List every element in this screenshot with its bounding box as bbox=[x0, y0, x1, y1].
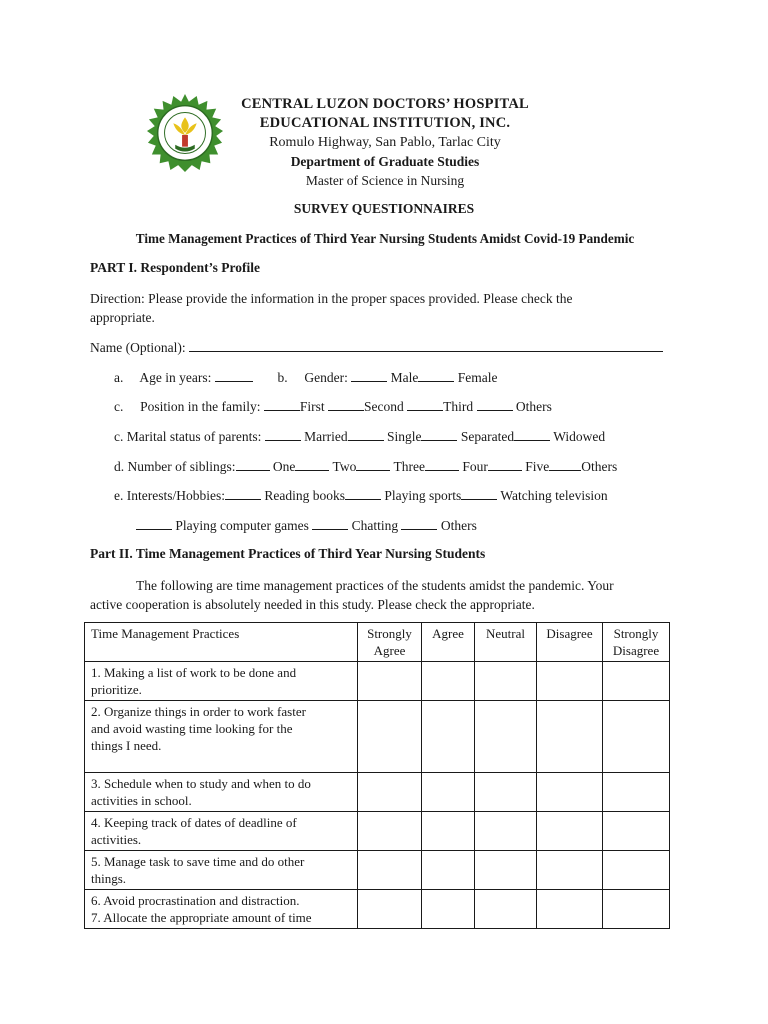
col-header-neutral: Neutral bbox=[475, 623, 537, 662]
check-cell[interactable] bbox=[603, 662, 670, 701]
table-row bbox=[85, 812, 670, 851]
check-cell[interactable] bbox=[537, 701, 603, 773]
table-row bbox=[85, 773, 670, 812]
interests-row2 bbox=[136, 517, 477, 534]
col-header-strongly-agree: Strongly Agree bbox=[358, 623, 422, 662]
check-cell[interactable] bbox=[603, 812, 670, 851]
check-cell[interactable] bbox=[537, 851, 603, 890]
interest-others-blank[interactable] bbox=[401, 517, 437, 530]
institution-name-line1: CENTRAL LUZON DOCTORS’ HOSPITAL bbox=[241, 96, 529, 112]
direction-line2: appropriate. bbox=[90, 310, 155, 325]
interest-option-chatting: Chatting bbox=[351, 518, 399, 533]
position-option-second: Second bbox=[364, 399, 404, 414]
institution-address: Romulo Highway, San Pablo, Tarlac City bbox=[269, 135, 501, 150]
page-title: SURVEY QUESTIONNAIRES bbox=[293, 201, 475, 216]
part1-heading: PART I. Respondent’s Profile bbox=[90, 260, 261, 275]
single-blank[interactable] bbox=[348, 428, 384, 441]
siblings-option-three: Three bbox=[393, 459, 425, 474]
marital-row bbox=[114, 428, 605, 445]
female-blank[interactable] bbox=[418, 369, 454, 382]
age-label: Age in years: bbox=[139, 370, 212, 385]
gender-option-male: Male bbox=[390, 370, 419, 385]
sports-blank[interactable] bbox=[345, 487, 381, 500]
department-name: Department of Graduate Studies bbox=[290, 154, 480, 169]
check-cell[interactable] bbox=[358, 890, 422, 929]
check-cell[interactable] bbox=[358, 662, 422, 701]
interest-option-television: Watching television bbox=[500, 488, 608, 503]
interest-option-reading: Reading books bbox=[264, 488, 345, 503]
check-cell[interactable] bbox=[537, 662, 603, 701]
position-option-first: First bbox=[299, 399, 325, 414]
four-blank[interactable] bbox=[425, 458, 459, 471]
male-blank[interactable] bbox=[351, 369, 387, 382]
check-cell[interactable] bbox=[603, 773, 670, 812]
institution-header bbox=[220, 95, 550, 190]
interest-option-others: Others bbox=[440, 518, 477, 533]
siblings-label: d. Number of siblings: bbox=[114, 459, 236, 474]
age-prefix: a. bbox=[114, 370, 124, 385]
name-label: Name (Optional): bbox=[90, 340, 186, 355]
check-cell[interactable] bbox=[603, 701, 670, 773]
check-cell[interactable] bbox=[475, 662, 537, 701]
program-name: Master of Science in Nursing bbox=[305, 173, 465, 188]
practice-cell: 4. Keeping track of dates of deadline of activities. bbox=[85, 812, 358, 851]
institution-seal-icon bbox=[146, 94, 224, 172]
table-row bbox=[85, 890, 670, 929]
direction-line1: Direction: Please provide the information in the proper spaces provided. Please check the bbox=[90, 291, 573, 306]
marital-label: c. Marital status of parents: bbox=[114, 429, 262, 444]
check-cell[interactable] bbox=[358, 773, 422, 812]
marital-option-married: Married bbox=[304, 429, 348, 444]
check-cell[interactable] bbox=[358, 851, 422, 890]
five-blank[interactable] bbox=[488, 458, 522, 471]
check-cell[interactable] bbox=[422, 701, 475, 773]
check-cell[interactable] bbox=[475, 890, 537, 929]
position-row bbox=[114, 398, 552, 415]
check-cell[interactable] bbox=[422, 890, 475, 929]
check-cell[interactable] bbox=[358, 812, 422, 851]
survey-subtitle: Time Management Practices of Third Year Nursing Students Amidst Covid-19 Pandemic bbox=[135, 231, 635, 246]
married-blank[interactable] bbox=[265, 428, 301, 441]
check-cell[interactable] bbox=[537, 890, 603, 929]
interest-option-sports: Playing sports bbox=[384, 488, 462, 503]
second-blank[interactable] bbox=[328, 398, 364, 411]
part2-intro-line2: active cooperation is absolutely needed in this study. Please check the appropriate. bbox=[90, 597, 535, 612]
marital-option-separated: Separated bbox=[460, 429, 515, 444]
institution-name-line2: EDUCATIONAL INSTITUTION, INC. bbox=[259, 115, 511, 131]
gender-label: Gender: bbox=[304, 370, 348, 385]
check-cell[interactable] bbox=[603, 890, 670, 929]
siblings-row bbox=[114, 458, 617, 475]
two-blank[interactable] bbox=[295, 458, 329, 471]
interests-row1 bbox=[114, 487, 608, 504]
survey-table bbox=[84, 622, 670, 929]
television-blank[interactable] bbox=[461, 487, 497, 500]
practice-cell: 6. Avoid procrastination and distraction. 7. Allocate the appropriate amount of time bbox=[85, 890, 358, 929]
name-blank[interactable] bbox=[189, 339, 663, 352]
interests-label: e. Interests/Hobbies: bbox=[114, 488, 225, 503]
table-header-row bbox=[85, 623, 670, 662]
siblings-others-blank[interactable] bbox=[549, 458, 581, 471]
practice-cell: 3. Schedule when to study and when to do activities in school. bbox=[85, 773, 358, 812]
name-field-row bbox=[90, 339, 663, 356]
gender-option-female: Female bbox=[457, 370, 498, 385]
separated-blank[interactable] bbox=[421, 428, 457, 441]
check-cell[interactable] bbox=[603, 851, 670, 890]
age-blank[interactable] bbox=[215, 369, 253, 382]
others-blank[interactable] bbox=[477, 398, 513, 411]
siblings-option-five: Five bbox=[525, 459, 550, 474]
check-cell[interactable] bbox=[475, 773, 537, 812]
check-cell[interactable] bbox=[537, 812, 603, 851]
widowed-blank[interactable] bbox=[514, 428, 550, 441]
table-row bbox=[85, 851, 670, 890]
marital-option-widowed: Widowed bbox=[553, 429, 606, 444]
check-cell[interactable] bbox=[358, 701, 422, 773]
practice-cell: 1. Making a list of work to be done and prioritize. bbox=[85, 662, 358, 701]
check-cell[interactable] bbox=[475, 812, 537, 851]
first-blank[interactable] bbox=[264, 398, 300, 411]
position-option-third: Third bbox=[443, 399, 474, 414]
col-header-strongly-disagree: Strongly Disagree bbox=[603, 623, 670, 662]
col-header-disagree: Disagree bbox=[537, 623, 603, 662]
check-cell[interactable] bbox=[422, 773, 475, 812]
position-label: Position in the family: bbox=[140, 399, 261, 414]
col-header-agree: Agree bbox=[422, 623, 475, 662]
one-blank[interactable] bbox=[236, 458, 270, 471]
third-blank[interactable] bbox=[407, 398, 443, 411]
marital-option-single: Single bbox=[386, 429, 422, 444]
reading-blank[interactable] bbox=[225, 487, 261, 500]
part2-heading: Part II. Time Management Practices of Third Year Nursing Students bbox=[90, 546, 486, 561]
check-cell[interactable] bbox=[422, 851, 475, 890]
siblings-option-two: Two bbox=[332, 459, 357, 474]
check-cell[interactable] bbox=[422, 662, 475, 701]
part2-intro-line1: The following are time management practices of the students amidst the pandemic. Your bbox=[136, 578, 614, 593]
position-option-others: Others bbox=[515, 399, 552, 414]
check-cell[interactable] bbox=[475, 851, 537, 890]
part2-intro bbox=[90, 576, 614, 614]
practice-cell: 5. Manage task to save time and do other things. bbox=[85, 851, 358, 890]
interest-option-computer-games: Playing computer games bbox=[175, 518, 309, 533]
siblings-option-others: Others bbox=[581, 459, 618, 474]
age-gender-row bbox=[114, 369, 497, 386]
position-prefix: c. bbox=[114, 399, 124, 414]
practice-cell: 2. Organize things in order to work faster and avoid wasting time looking for the things I need. bbox=[85, 701, 358, 773]
check-cell[interactable] bbox=[475, 701, 537, 773]
three-blank[interactable] bbox=[356, 458, 390, 471]
chatting-blank[interactable] bbox=[312, 517, 348, 530]
table-row bbox=[85, 701, 670, 773]
check-cell[interactable] bbox=[422, 812, 475, 851]
gender-prefix: b. bbox=[277, 370, 288, 385]
computer-games-blank[interactable] bbox=[136, 517, 172, 530]
siblings-option-four: Four bbox=[462, 459, 488, 474]
direction-text bbox=[90, 289, 572, 327]
table-row bbox=[85, 662, 670, 701]
check-cell[interactable] bbox=[537, 773, 603, 812]
siblings-option-one: One bbox=[272, 459, 296, 474]
col-header-practices: Time Management Practices bbox=[85, 623, 358, 662]
